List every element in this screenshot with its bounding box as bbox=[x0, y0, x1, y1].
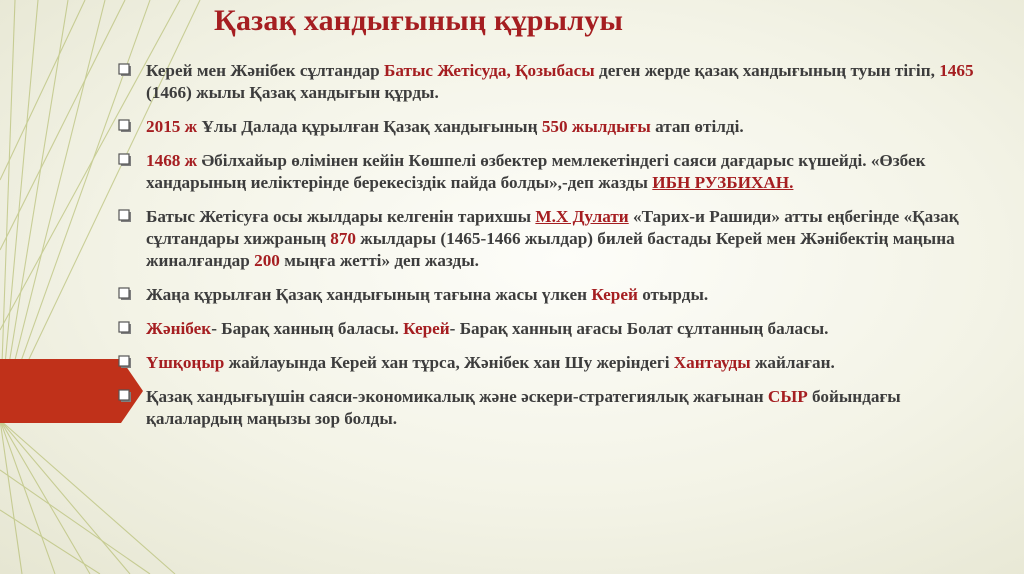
bullet-text: жайлаған. bbox=[750, 353, 835, 372]
bullet-item bbox=[118, 318, 994, 340]
bullet-item bbox=[118, 352, 994, 374]
bullet-text: Ұлы Далада құрылған Қазақ хандығының bbox=[197, 117, 542, 136]
highlighted-text: Керей bbox=[403, 319, 450, 338]
square-bullet-icon bbox=[118, 321, 132, 335]
bullet-item bbox=[118, 284, 994, 306]
highlighted-text: ИБН РУЗБИХАН. bbox=[652, 173, 794, 192]
bullet-item bbox=[118, 150, 994, 194]
highlighted-text: 550 жылдығы bbox=[541, 117, 651, 136]
bullet-text: - Барақ ханның ағасы Болат сұлтанның баласы. bbox=[449, 319, 829, 338]
highlighted-text: Батыс Жетісуда, Қозыбасы bbox=[384, 61, 595, 80]
highlighted-text: Керей bbox=[591, 285, 638, 304]
highlighted-text: 200 bbox=[254, 251, 280, 270]
highlighted-text: М.Х Дулати bbox=[535, 207, 629, 226]
highlighted-text: Үшқоңыр bbox=[146, 353, 225, 372]
highlighted-text: 1468 ж bbox=[146, 151, 198, 170]
bullet-text: Батыс Жетісуға осы жылдары келгенін тарихшы bbox=[146, 207, 536, 226]
bullet-item bbox=[118, 206, 994, 272]
highlighted-text: 2015 ж bbox=[146, 117, 198, 136]
bullet-item bbox=[118, 116, 994, 138]
square-bullet-icon bbox=[118, 153, 132, 167]
bullet-text: (1466) жылы Қазақ хандығын құрды. bbox=[146, 83, 439, 102]
bullet-text: Қазақ хандығыүшін саяси-экономикалық және әскери-стратегиялық жағынан bbox=[146, 387, 768, 406]
slide-title: Қазақ хандығының құрылуы bbox=[214, 4, 624, 37]
bullet-text: Жаңа құрылған Қазақ хандығының тағына жасы үлкен bbox=[146, 285, 592, 304]
bullet-text: деген жерде қазақ хандығының туын тігіп, bbox=[594, 61, 940, 80]
highlighted-text: СЫР bbox=[767, 387, 808, 406]
bullet-item bbox=[118, 60, 994, 104]
square-bullet-icon bbox=[118, 355, 132, 369]
bullet-text: жылдары (1465-1466 жылдар) билей бастады Керей мен Жәнібектің маңына жиналғандар bbox=[146, 229, 955, 270]
highlighted-text: Жәнібек bbox=[146, 319, 212, 338]
bullet-text: «Тарих-и Рашиди» атты еңбегінде «Қазақ сұлтандары хижраның bbox=[146, 207, 959, 248]
bullet-text: жайлауында Керей хан тұрса, Жәнібек хан Шу жеріндегі bbox=[224, 353, 674, 372]
bullet-text: - Барақ ханның баласы. bbox=[211, 319, 404, 338]
bullet-text: мыңға жетті» деп жазды. bbox=[279, 251, 479, 270]
bullet-text: бойындағы қалалардың маңызы зор болды. bbox=[146, 387, 901, 428]
bullet-text: Керей мен Жәнібек сұлтандар bbox=[146, 61, 385, 80]
bullet-item bbox=[118, 386, 994, 430]
square-bullet-icon bbox=[118, 209, 132, 223]
bullet-text: Әбілхайыр өлімінен кейін Көшпелі өзбектер мемлекетіндегі саяси дағдарыс күшейді. «Өзбек хандарының иеліктерінде берекесіздік пайда болды»,-деп жазды bbox=[146, 151, 926, 192]
square-bullet-icon bbox=[118, 389, 132, 403]
bullet-text: атап өтілді. bbox=[650, 117, 744, 136]
highlighted-text: 870 bbox=[330, 229, 356, 248]
highlighted-text: 1465 bbox=[939, 61, 974, 80]
bullet-text: отырды. bbox=[637, 285, 709, 304]
square-bullet-icon bbox=[118, 119, 132, 133]
square-bullet-icon bbox=[118, 287, 132, 301]
bullet-list bbox=[118, 60, 994, 442]
highlighted-text: Хантауды bbox=[673, 353, 751, 372]
square-bullet-icon bbox=[118, 63, 132, 77]
